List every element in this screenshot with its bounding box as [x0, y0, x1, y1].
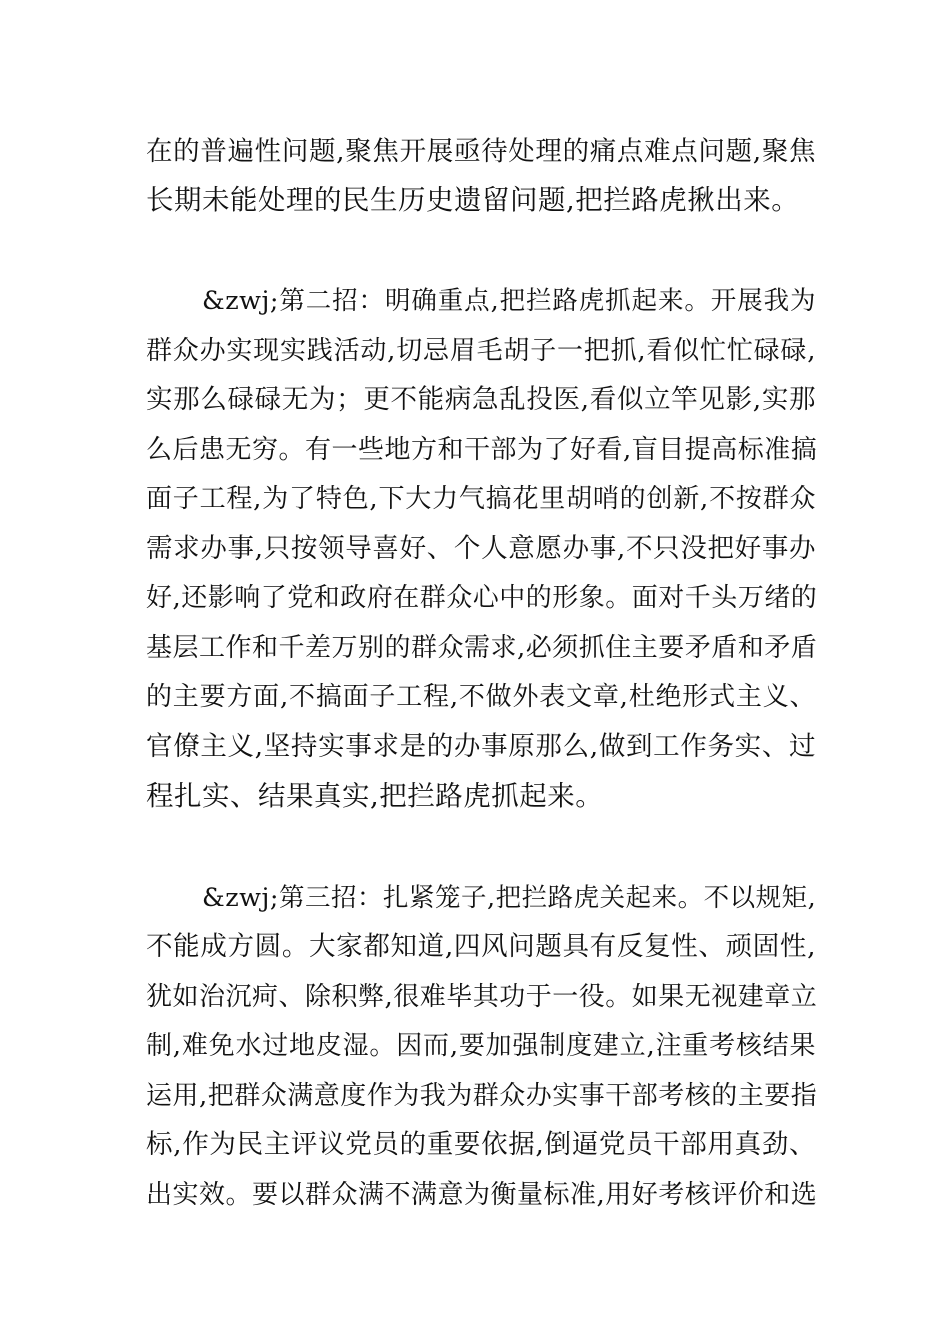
text-line: 犹如治沉疴、除积弊,很难毕其功于一役。如果无视建章立: [146, 982, 818, 1012]
text-line: 面子工程,为了特色,下大力气搞花里胡哨的创新,不按群众: [146, 484, 816, 514]
text-line: 的主要方面,不搞面子工程,不做外表文章,杜绝形式主义、: [146, 682, 816, 712]
text-line: 在的普遍性问题,聚焦开展亟待处理的痛点难点问题,聚焦: [146, 136, 816, 167]
paragraph-first-line: &zwj;第三招：扎紧笼子,把拦路虎关起来。不以规矩,: [202, 883, 817, 913]
text-line: 标,作为民主评议党员的重要依据,倒逼党员干部用真劲、: [146, 1129, 816, 1160]
text-line: 程扎实、结果真实,把拦路虎抓起来。: [146, 780, 604, 812]
text-line: 需求办事,只按领导喜好、个人意愿办事,不只没把好事办: [146, 533, 816, 564]
text-line: 基层工作和千差万别的群众需求,必须抓住主要矛盾和矛盾: [146, 633, 818, 663]
text-line: 实那么碌碌无为；更不能病急乱投医,看似立竿见影,实那: [146, 384, 816, 415]
text-line: 不能成方圆。大家都知道,四风问题具有反复性、顽固性,: [146, 931, 816, 962]
text-line: 制,难免水过地皮湿。因而,要加强制度建立,注重考核结果: [146, 1031, 816, 1061]
text-line: 么后患无穷。有一些地方和干部为了好看,盲目提高标准搞: [146, 435, 818, 465]
text-line: 运用,把群众满意度作为我为群众办实事干部考核的主要指: [146, 1081, 818, 1111]
paragraph-first-line: &zwj;第二招：明确重点,把拦路虎抓起来。开展我为: [202, 286, 816, 316]
text-line: 长期未能处理的民生历史遗留问题,把拦路虎揪出来。: [146, 184, 800, 216]
text-line: 好,还影响了党和政府在群众心中的形象。面对千头万绪的: [146, 583, 818, 613]
text-line: 出实效。要以群众满不满意为衡量标准,用好考核评价和选: [146, 1180, 818, 1210]
text-line: 群众办实现实践活动,切忌眉毛胡子一把抓,看似忙忙碌碌,: [146, 336, 816, 366]
text-line: 官僚主义,坚持实事求是的办事原那么,做到工作务实、过: [146, 731, 816, 762]
